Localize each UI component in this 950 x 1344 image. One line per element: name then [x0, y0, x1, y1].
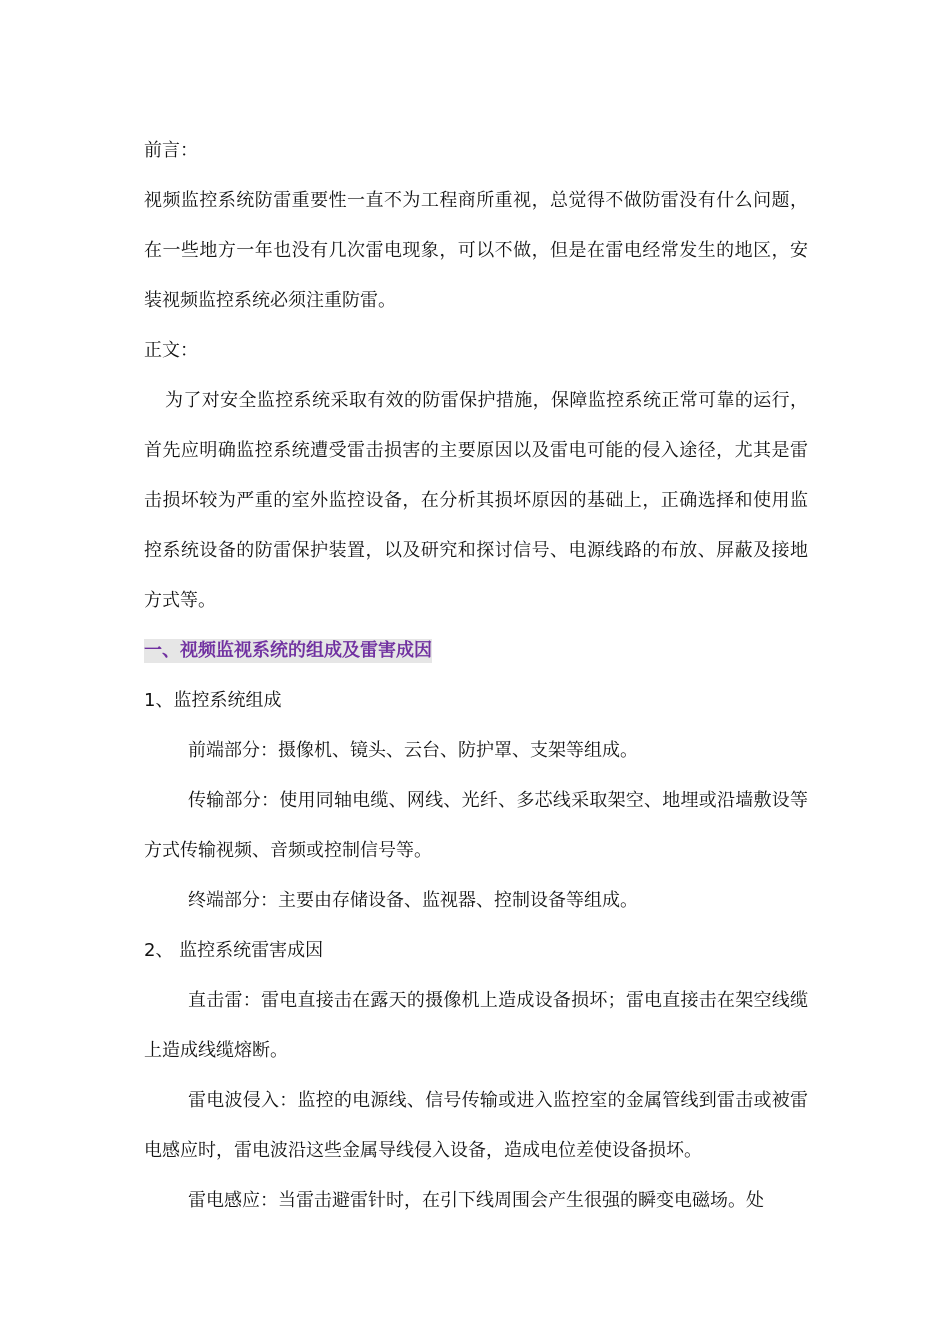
terminal-paragraph: 终端部分：主要由存储设备、监视器、控制设备等组成。 [188, 890, 638, 911]
transmission-paragraph: 传输部分：使用同轴电缆、网线、光纤、多芯线采取架空、地埋或沿墙敷设等方式传输视频、音频或控制信号等。 [144, 790, 808, 861]
lightning-wave-paragraph: 雷电波侵入：监控的电源线、信号传输或进入监控室的金属管线到雷击或被雷电感应时，雷电波沿这些金属导线侵入设备，造成电位差使设备损坏。 [144, 1090, 808, 1161]
front-end-paragraph: 前端部分：摄像机、镜头、云台、防护罩、支架等组成。 [188, 740, 638, 761]
subsection-title-2: 2、 监控系统雷害成因 [144, 940, 324, 961]
document-content [144, 126, 808, 1226]
section-heading: 一、视频监视系统的组成及雷害成因 [144, 640, 432, 661]
subsection-title-1: 1、监控系统组成 [144, 690, 282, 711]
body-label: 正文： [144, 340, 198, 361]
preface-label: 前言： [144, 140, 198, 161]
section-heading-line [144, 626, 808, 676]
body-intro-paragraph: 为了对安全监控系统采取有效的防雷保护措施，保障监控系统正常可靠的运行，首先应明确监控系统遭受雷击损害的主要原因以及雷电可能的侵入途径，尤其是雷击损坏较为严重的室外监控设备，在分析其损坏原因的基础上，正确选择和使用监控系统设备的防雷保护装置，以及研究和探讨信号、电源线路的布放、屏蔽及接地方式等。 [144, 390, 808, 611]
preface-paragraph: 视频监控系统防雷重要性一直不为工程商所重视，总觉得不做防雷没有什么问题，在一些地方一年也没有几次雷电现象，可以不做，但是在雷电经常发生的地区，安装视频监控系统必须注重防雷。 [144, 190, 808, 311]
direct-lightning-paragraph: 直击雷：雷电直接击在露天的摄像机上造成设备损坏；雷电直接击在架空线缆上造成线缆熔断。 [144, 990, 808, 1061]
lightning-induction-paragraph: 雷电感应：当雷击避雷针时，在引下线周围会产生很强的瞬变电磁场。处 [188, 1190, 764, 1211]
